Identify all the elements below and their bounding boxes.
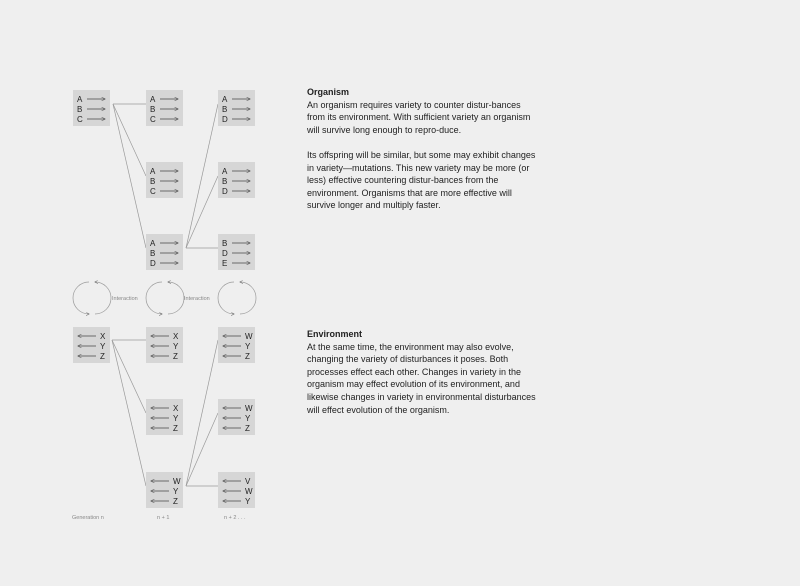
environment-variety-letter: Y [245, 497, 251, 506]
environment-heading: Environment [307, 329, 363, 339]
organism-variety-box [218, 162, 255, 198]
organism-paragraph-2: Its offspring will be similar, but some may exhibit changes in variety—mutations. This new variety may be more (or less) effective countering distur-bances from the environment. Organisms that are more effective will survive longer and multiply faster. [307, 149, 536, 211]
cycle-arrow-icon [168, 282, 184, 314]
environment-variety-letter: Z [245, 424, 250, 433]
environment-lineage-line [112, 340, 146, 486]
environment-variety-box [218, 399, 255, 435]
environment-lineage-line [112, 340, 146, 413]
environment-variety-letter: W [245, 404, 253, 413]
organism-variety-letter: E [222, 259, 228, 268]
environment-variety-letter: W [173, 477, 181, 486]
environment-variety-letter: Z [173, 424, 178, 433]
environment-variety-letter: X [100, 332, 106, 341]
interaction-label: Interaction [112, 296, 138, 302]
environment-text [307, 328, 537, 429]
environment-variety-letter: Z [100, 352, 105, 361]
organism-variety-letter: A [222, 167, 228, 176]
organism-variety-letter: D [222, 115, 228, 124]
environment-variety-box [73, 327, 110, 363]
cycle-arrow-icon [146, 282, 162, 314]
organism-variety-letter: B [150, 177, 156, 186]
environment-lineage-line [186, 340, 218, 486]
organism-variety-box [218, 234, 255, 270]
cycle-arrow-icon [218, 282, 234, 314]
organism-lineage-line [186, 104, 218, 248]
environment-variety-letter: W [245, 332, 253, 341]
organism-variety-box [218, 90, 255, 126]
environment-variety-letter: W [245, 487, 253, 496]
environment-variety-letter: Y [100, 342, 106, 351]
generation-label-n1: n + 1 [157, 515, 170, 521]
organism-variety-letter: A [222, 95, 228, 104]
environment-variety-letter: X [173, 404, 179, 413]
environment-variety-box [146, 327, 183, 363]
environment-variety-letter: Y [173, 487, 179, 496]
cycle-arrow-icon [240, 282, 256, 314]
organism-variety-letter: D [150, 259, 156, 268]
organism-variety-box [146, 234, 183, 270]
environment-variety-box [146, 472, 183, 508]
organism-paragraph-1: An organism requires variety to counter distur-bances from its environment. With sufficient variety an organism will survive long enough to repro-duce. [307, 99, 531, 135]
environment-variety-letter: Y [173, 342, 179, 351]
environment-variety-letter: Y [245, 414, 251, 423]
organism-variety-box [73, 90, 110, 126]
environment-lineage-line [186, 413, 218, 486]
organism-variety-letter: A [150, 167, 156, 176]
organism-variety-letter: B [150, 249, 156, 258]
organism-lineage-line [113, 104, 146, 248]
variety-boxes [73, 90, 255, 508]
environment-variety-letter: Z [245, 352, 250, 361]
environment-variety-letter: V [245, 477, 251, 486]
organism-variety-letter: B [222, 105, 228, 114]
environment-variety-letter: Y [173, 414, 179, 423]
environment-paragraph-1: At the same time, the environment may also evolve, changing the variety of disturbances it poses. Both processes effect each other. Changes in variety in the organism may effect evolution of its environment, and likewise changes in variety in environmental disturbances will effect evolution of the organism. [307, 341, 536, 415]
organism-variety-letter: B [222, 239, 228, 248]
organism-lineage-line [113, 104, 146, 176]
organism-variety-letter: C [77, 115, 83, 124]
environment-variety-box [218, 472, 255, 508]
organism-variety-letter: D [222, 249, 228, 258]
environment-variety-box [218, 327, 255, 363]
organism-variety-letter: B [222, 177, 228, 186]
organism-variety-letter: B [150, 105, 156, 114]
generation-label-n: Generation n [72, 515, 104, 521]
environment-variety-letter: Z [173, 352, 178, 361]
organism-lineage-line [186, 176, 218, 248]
organism-variety-letter: B [77, 105, 83, 114]
organism-text [307, 86, 537, 225]
interaction-cycles [73, 282, 256, 314]
environment-variety-letter: Y [245, 342, 251, 351]
cycle-arrow-icon [73, 282, 89, 314]
environment-variety-letter: Z [173, 497, 178, 506]
generation-label-n2: n + 2 . . . [224, 515, 246, 521]
organism-variety-letter: A [77, 95, 83, 104]
organism-variety-letter: D [222, 187, 228, 196]
environment-variety-box [146, 399, 183, 435]
cycle-arrow-icon [95, 282, 111, 314]
organism-variety-letter: C [150, 115, 156, 124]
organism-variety-letter: A [150, 95, 156, 104]
organism-variety-box [146, 162, 183, 198]
environment-variety-letter: X [173, 332, 179, 341]
organism-heading: Organism [307, 87, 350, 97]
interaction-label: Interaction [184, 296, 210, 302]
organism-variety-letter: A [150, 239, 156, 248]
organism-variety-box [146, 90, 183, 126]
organism-variety-letter: C [150, 187, 156, 196]
